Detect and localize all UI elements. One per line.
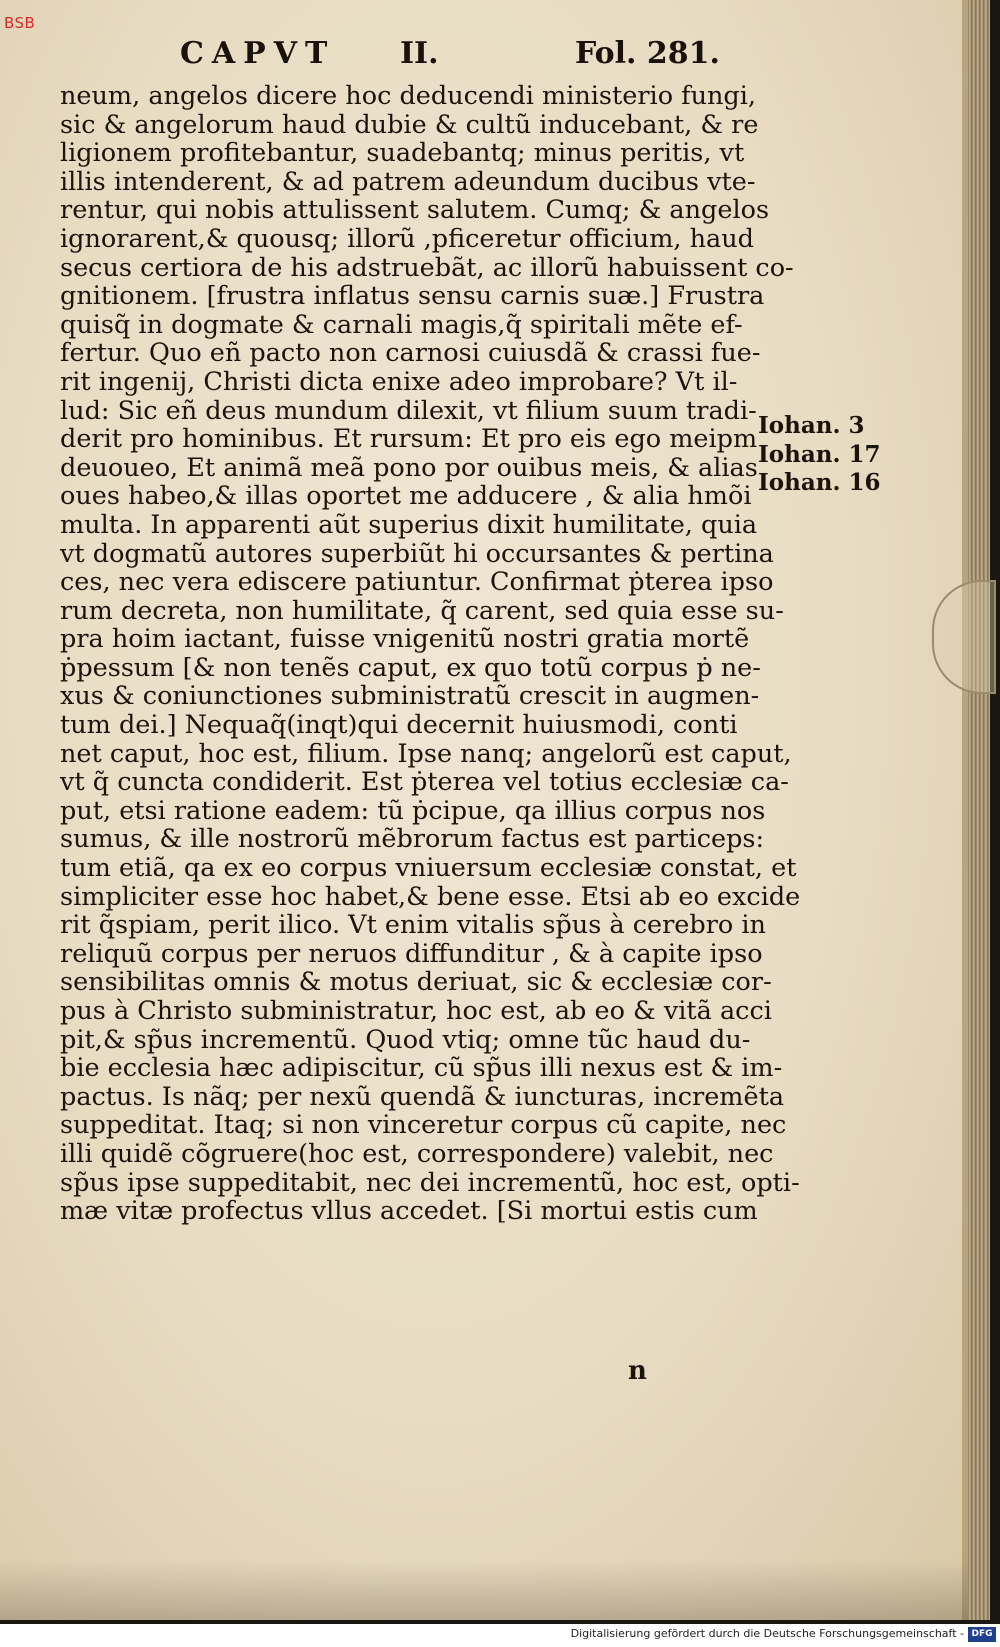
dfg-logo-icon: DFG <box>968 1627 996 1642</box>
text-line: deuoueo, Et animã meã pono por ouibus meis, & alias <box>60 452 758 483</box>
margin-note: Iohan. 17 <box>758 440 881 468</box>
text-line: tum etiã, qa ex eo corpus vniuersum ecclesiæ constat, et <box>60 853 797 884</box>
text-line: neum, angelos dicere hoc deducendi ministerio fungi, <box>60 81 757 111</box>
footer-credit: Digitalisierung gefördert durch die Deutsche Forschungsgemeinschaft - <box>570 1627 964 1640</box>
text-line: illis intenderent, & ad patrem adeundum ducibus vte- <box>60 166 756 197</box>
text-line: ṗpessum [& non tenẽs caput, ex quo totũ corpus ṗ ne- <box>60 652 761 683</box>
text-line: rentur, qui nobis attulissent salutem. Cumq; & angelos <box>60 195 770 226</box>
text-line: vt q̃ cuncta condiderit. Est ṗterea vel totius ecclesiæ ca- <box>60 767 789 798</box>
text-line: rit q̃spiam, perit ilico. Vt enim vitalis sp̃us à cerebro in <box>60 910 766 941</box>
text-line: pus à Christo subministratur, hoc est, ab eo & vitã acci <box>60 996 772 1026</box>
text-line: vt dogmatũ autores superbiũt hi occursantes & pertina <box>60 538 774 569</box>
text-line: multa. In apparenti aũt superius dixit humilitate, quia <box>60 509 758 540</box>
body-text <box>60 81 801 1227</box>
header-folio: Fol. 281. <box>574 36 720 71</box>
text-line: gnitionem. [frustra inflatus sensu carnis suæ.] Frustra <box>60 281 765 312</box>
text-line: tum dei.] Nequaq̃(inqt)qui decernit huiusmodi, conti <box>60 710 738 741</box>
text-line: fertur. Quo eñ pacto non carnosi cuiusdã & crassi fue- <box>60 338 761 369</box>
text-line: ligionem profitebantur, suadebantq; minus peritis, vt <box>60 138 745 169</box>
running-header <box>180 36 720 76</box>
text-line: rum decreta, non humilitate, q̃ carent, sed quia esse su- <box>60 595 784 626</box>
text-line: pra hoim iactant, fuisse vnigenitũ nostri gratia mortẽ <box>60 624 750 655</box>
signature-mark: n <box>628 1356 647 1386</box>
text-line: secus certiora de his adstruebãt, ac illorũ habuissent co- <box>60 252 794 283</box>
text-line: lud: Sic eñ deus mundum dilexit, vt filium suum tradi- <box>60 395 757 426</box>
text-line: mæ vitæ profectus vllus accedet. [Si mortui estis cum <box>60 1196 758 1227</box>
text-line: rit ingenij, Christi dicta enixe adeo improbare? Vt il- <box>60 366 738 397</box>
text-line: bie ecclesia hæc adipiscitur, cũ sp̃us illi nexus est & im- <box>60 1053 783 1084</box>
margin-note: Iohan. 3 <box>758 412 865 439</box>
text-line: sp̃us ipse suppeditabit, nec dei incrementũ, hoc est, opti- <box>60 1167 800 1198</box>
library-mark: BSB <box>4 14 36 32</box>
text-line: ces, nec vera ediscere patiuntur. Confirmat ṗterea ipso <box>60 567 774 598</box>
margin-note: Iohan. 16 <box>758 469 881 497</box>
header-chapter: II. <box>400 36 439 71</box>
text-line: xus & coniunctiones subministratũ crescit in augmen- <box>60 681 760 712</box>
header-caput: CAPVT <box>180 36 336 71</box>
text-line: suppeditat. Itaq; si non vinceretur corpus cũ capite, nec <box>60 1110 787 1141</box>
text-line: sensibilitas omnis & motus deriuat, sic & ecclesiæ cor- <box>60 967 772 998</box>
text-line: sic & angelorum haud dubie & cultũ inducebant, & re <box>60 109 759 140</box>
margin-notes <box>758 412 888 498</box>
text-line: oues habeo,& illas oportet me adducere , & alia hmõi <box>60 481 752 512</box>
text-line: put, etsi ratione eadem: tũ ṗcipue, qa illius corpus nos <box>60 795 766 826</box>
text-line: illi quidẽ cõgruere(hoc est, correspondere) valebit, nec <box>60 1138 774 1169</box>
text-line: simpliciter esse hoc habet,& bene esse. Etsi ab eo excide <box>60 881 801 912</box>
text-line: pit,& sp̃us incrementũ. Quod vtiq; omne tũc haud du- <box>60 1024 751 1055</box>
text-line: net caput, hoc est, filium. Ipse nanq; angelorũ est caput, <box>60 738 792 769</box>
text-line: reliquũ corpus per neruos diffunditur , & à capite ipso <box>60 938 763 969</box>
text-line: sumus, & ille nostrorũ mẽbrorum factus est particeps: <box>60 824 765 855</box>
footer-bar <box>0 1624 1000 1647</box>
text-line: quisq̃ in dogmate & carnali magis,q̃ spiritali mẽte ef- <box>60 309 743 340</box>
book-fore-edge <box>968 0 990 1620</box>
page-shadow <box>0 1560 968 1620</box>
text-line: derit pro hominibus. Et rursum: Et pro eis ego meipm <box>60 424 758 455</box>
text-line: ignorarent,& quousq; illorũ ,pficeretur officium, haud <box>60 223 754 254</box>
text-line: pactus. Is nãq; per nexũ quendã & iuncturas, incremẽta <box>60 1081 785 1112</box>
